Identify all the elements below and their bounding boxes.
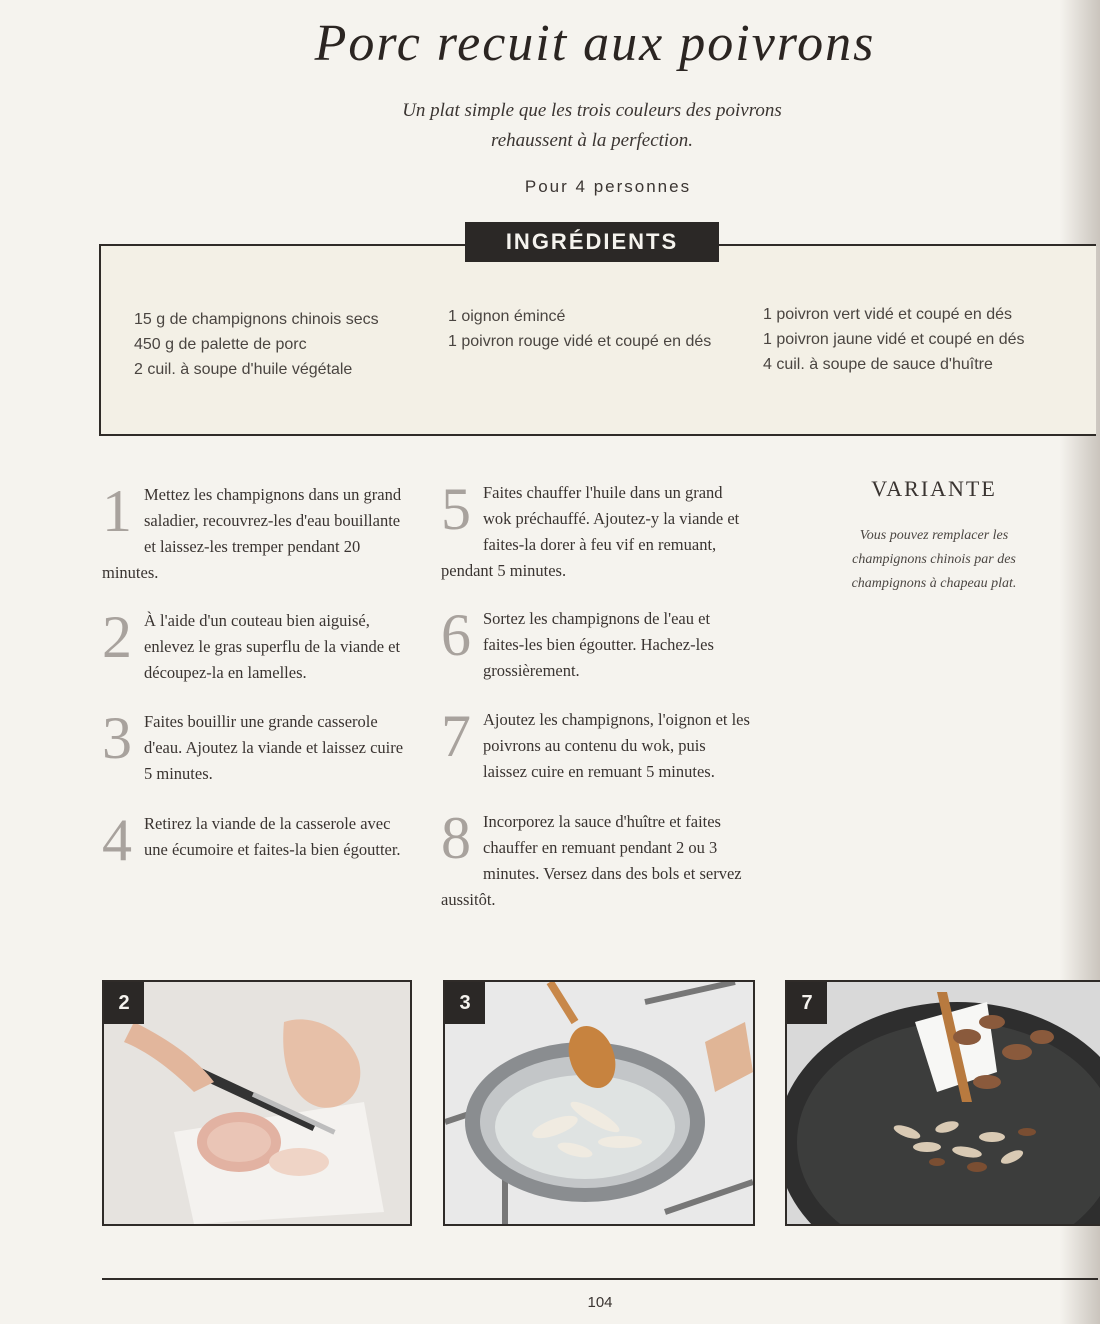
photo-label: 3 [445,982,485,1024]
ingredients-column-3 [763,302,1025,377]
cutting-meat-photo [104,982,410,1224]
step-number: 3 [102,705,132,771]
step-7 [441,703,751,785]
step-number: 2 [102,604,132,670]
photo-step-2 [102,980,412,1226]
step-text: Faites chauffer l'huile dans un grand wok préchauffé. Ajoutez-y la viande et faites-la dorer à feu vif en remuant, pendant 5 minutes. [441,483,740,580]
ingredient-item: 15 g de champignons chinois secs [134,311,379,328]
ingredient-item: 1 poivron jaune vidé et coupé en dés [763,331,1025,348]
ingredients-column-1 [134,307,379,382]
step-2 [102,604,412,686]
servings: Pour 4 personnes [524,177,692,196]
page-number: 104 [587,1294,613,1311]
step-number: 7 [441,703,471,769]
step-8 [441,805,751,913]
ingredient-item: 1 poivron vert vidé et coupé en dés [763,306,1013,323]
ingredients-column-2 [448,304,711,354]
step-3 [102,705,412,787]
boiling-pan-photo [445,982,753,1224]
step-number: 1 [102,478,132,544]
photo-step-3 [443,980,755,1226]
photo-step-7 [785,980,1100,1226]
ingredient-item: 1 oignon émincé [448,308,566,325]
ingredient-item: 4 cuil. à soupe de sauce d'huître [763,356,993,373]
step-text: Ajoutez les champignons, l'oignon et les poivrons au contenu du wok, puis laissez cuire en remuant 5 minutes. [483,710,750,781]
step-4 [102,807,412,873]
step-number: 5 [441,476,471,542]
photo-label: 7 [787,982,827,1024]
step-1 [102,478,412,586]
step-text: Retirez la viande de la casserole avec une écumoire et faites-la bien égoutter. [144,814,401,859]
subtitle-line-2: rehaussent à la perfection. [491,130,693,151]
step-number: 4 [102,807,132,873]
step-text: Faites bouillir une grande casserole d'eau. Ajoutez la viande et laissez cuire 5 minutes. [144,712,404,783]
wok-photo [787,982,1100,1224]
step-text: Sortez les champignons de l'eau et faites-les bien égoutter. Hachez-les grossièrement. [483,609,714,680]
step-text: À l'aide d'un couteau bien aiguisé, enlevez le gras superflu de la viande et découpez-la en lamelles. [144,611,401,682]
step-6 [441,602,751,684]
subtitle-line-1: Un plat simple que les trois couleurs des poivrons [402,100,782,121]
footer-rule [102,1278,1098,1280]
ingredient-item: 450 g de palette de porc [134,336,307,353]
variant-title: VARIANTE [871,476,997,501]
recipe-title: Porc recuit aux poivrons [314,15,876,72]
step-number: 8 [441,805,471,871]
recipe-subtitle [350,96,834,156]
step-text: Incorporez la sauce d'huître et faites chauffer en remuant pendant 2 ou 3 minutes. Versez dans des bols et servez aussitôt. [441,812,742,909]
step-number: 6 [441,602,471,668]
step-5 [441,476,751,584]
photo-label: 2 [104,982,144,1024]
variant-text: Vous pouvez remplacer les champignons chinois par des champignons à chapeau plat. [851,528,1017,591]
ingredients-box [99,244,1096,436]
ingredient-item: 2 cuil. à soupe d'huile végétale [134,361,353,378]
ingredients-heading: INGRÉDIENTS [465,222,719,262]
step-text: Mettez les champignons dans un grand saladier, recouvrez-les d'eau bouillante et laissez-les tremper pendant 20 minutes. [102,485,402,582]
ingredient-item: 1 poivron rouge vidé et coupé en dés [448,333,712,350]
